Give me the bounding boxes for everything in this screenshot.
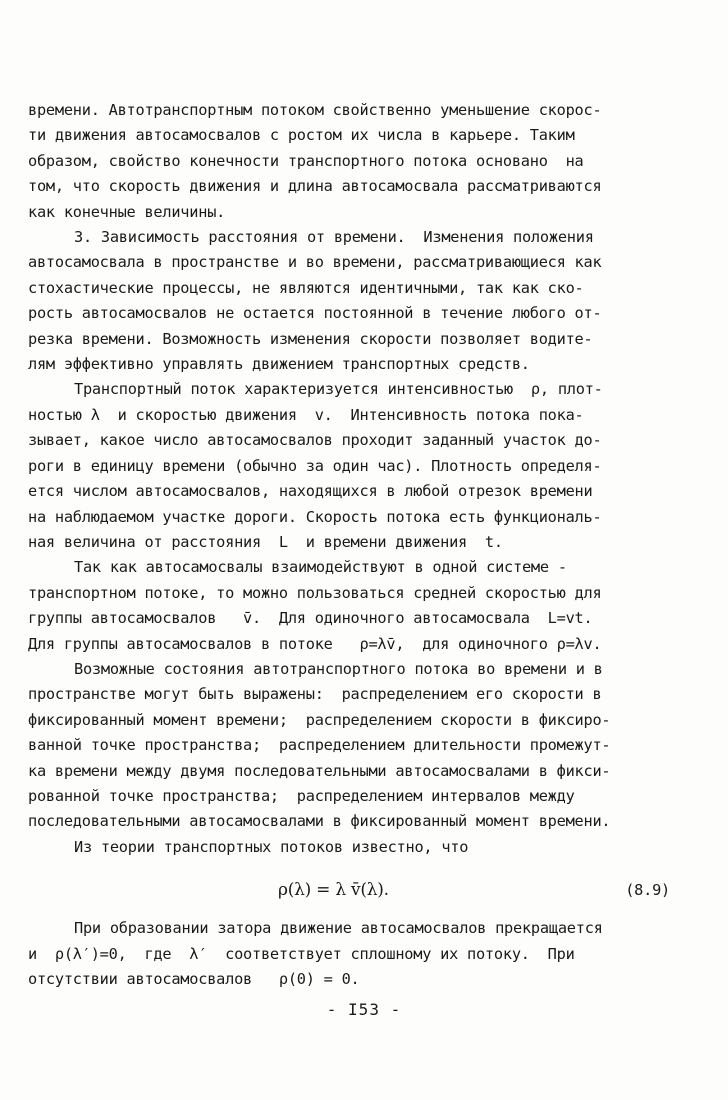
text-line: рованной точке пространства; распределением интервалов между: [28, 786, 575, 805]
text-line: как конечные величины.: [28, 202, 226, 221]
text-line: рость автосамосвалов не остается постоянной в течение любого от-: [28, 304, 602, 323]
page-text: [28, 98, 678, 992]
text-line: ти движения автосамосвалов с ростом их числа в карьере. Таким: [28, 126, 575, 145]
text-line: Из теории транспортных потоков известно, что: [74, 837, 469, 856]
text-line: ванной точке пространства; распределением длительности промежут-: [28, 736, 611, 755]
paragraph-6: [28, 835, 678, 860]
text-line: автосамосвала в пространстве и во времени, рассматривающиеся как: [28, 253, 602, 272]
paragraph-2: [28, 225, 678, 377]
text-line: отсутствии автосамосвалов ρ(0) = 0.: [28, 970, 360, 988]
text-line: ка времени между двумя последовательными автосамосвалами в фикси-: [28, 761, 611, 780]
text-line: Так как автосамосвалы взаимодействуют в одной системе -: [74, 558, 567, 577]
text-line: пространстве могут быть выражены: распределением его скорости в: [28, 685, 602, 704]
text-line: лям эффективно управлять движением транспортных средств.: [28, 355, 530, 374]
text-line: ная величина от расстояния L и времени движения t.: [28, 532, 503, 551]
text-line: образом, свойство конечности транспортного потока основано на: [28, 151, 584, 170]
text-line: на наблюдаемом участке дороги. Скорость потока есть функциональ-: [28, 507, 602, 526]
text-line: и ρ(λ′)=0, где λ′ соответствует сплошному их потоку. При: [28, 944, 575, 963]
text-line: 3. Зависимость расстояния от времени. Изменения положения: [74, 228, 594, 247]
paragraph-1: [28, 98, 678, 225]
text-line: ется числом автосамосвалов, находящихся в любой отрезок времени: [28, 482, 593, 501]
page-number: - I53 -: [326, 1000, 402, 1019]
equation-number: (8.9): [625, 881, 670, 900]
text-line: Транспортный поток характеризуется интенсивностью ρ, плот-: [74, 380, 603, 399]
text-line: транспортном потоке, то можно пользоваться средней скоростью для: [28, 583, 602, 602]
text-line: Для группы автосамосвалов в потоке ρ=λv̄, для одиночного ρ=λv.: [28, 634, 602, 653]
equation-8-9: [28, 866, 678, 916]
paragraph-5: [28, 657, 678, 835]
text-line: роги в единицу времени (обычно за один час). Плотность определя-: [28, 456, 602, 475]
text-line: зывает, какое число автосамосвалов проходит заданный участок до-: [28, 431, 602, 450]
text-line: последовательными автосамосвалами в фиксированный момент времени.: [28, 812, 611, 831]
text-line: стохастические процессы, не являются идентичными, так как ско-: [28, 278, 584, 297]
paragraph-3: [28, 377, 678, 555]
text-line: резка времени. Возможность изменения скорости позволяет водите-: [28, 329, 593, 348]
text-line: времени. Автотранспортным потоком свойственно уменьшение скорос-: [28, 101, 602, 119]
text-line: фиксированный момент времени; распределением скорости в фиксиро-: [28, 710, 611, 729]
text-line: ностью λ и скоростью движения v. Интенсивность потока пока-: [28, 405, 584, 424]
text-line: Возможные состояния автотранспортного потока во времени и в: [74, 659, 603, 678]
text-line: том, что скорость движения и длина автосамосвала рассматриваются: [28, 177, 602, 196]
equation-body: ρ(λ) = λ v̄(λ).: [278, 880, 389, 901]
text-line: группы автосамосвалов v̄. Для одиночного автосамосвала L=vt.: [28, 609, 593, 628]
paragraph-7: [28, 916, 678, 992]
text-line: При образовании затора движение автосамосвалов прекращается: [74, 919, 603, 938]
paragraph-4: [28, 555, 678, 657]
